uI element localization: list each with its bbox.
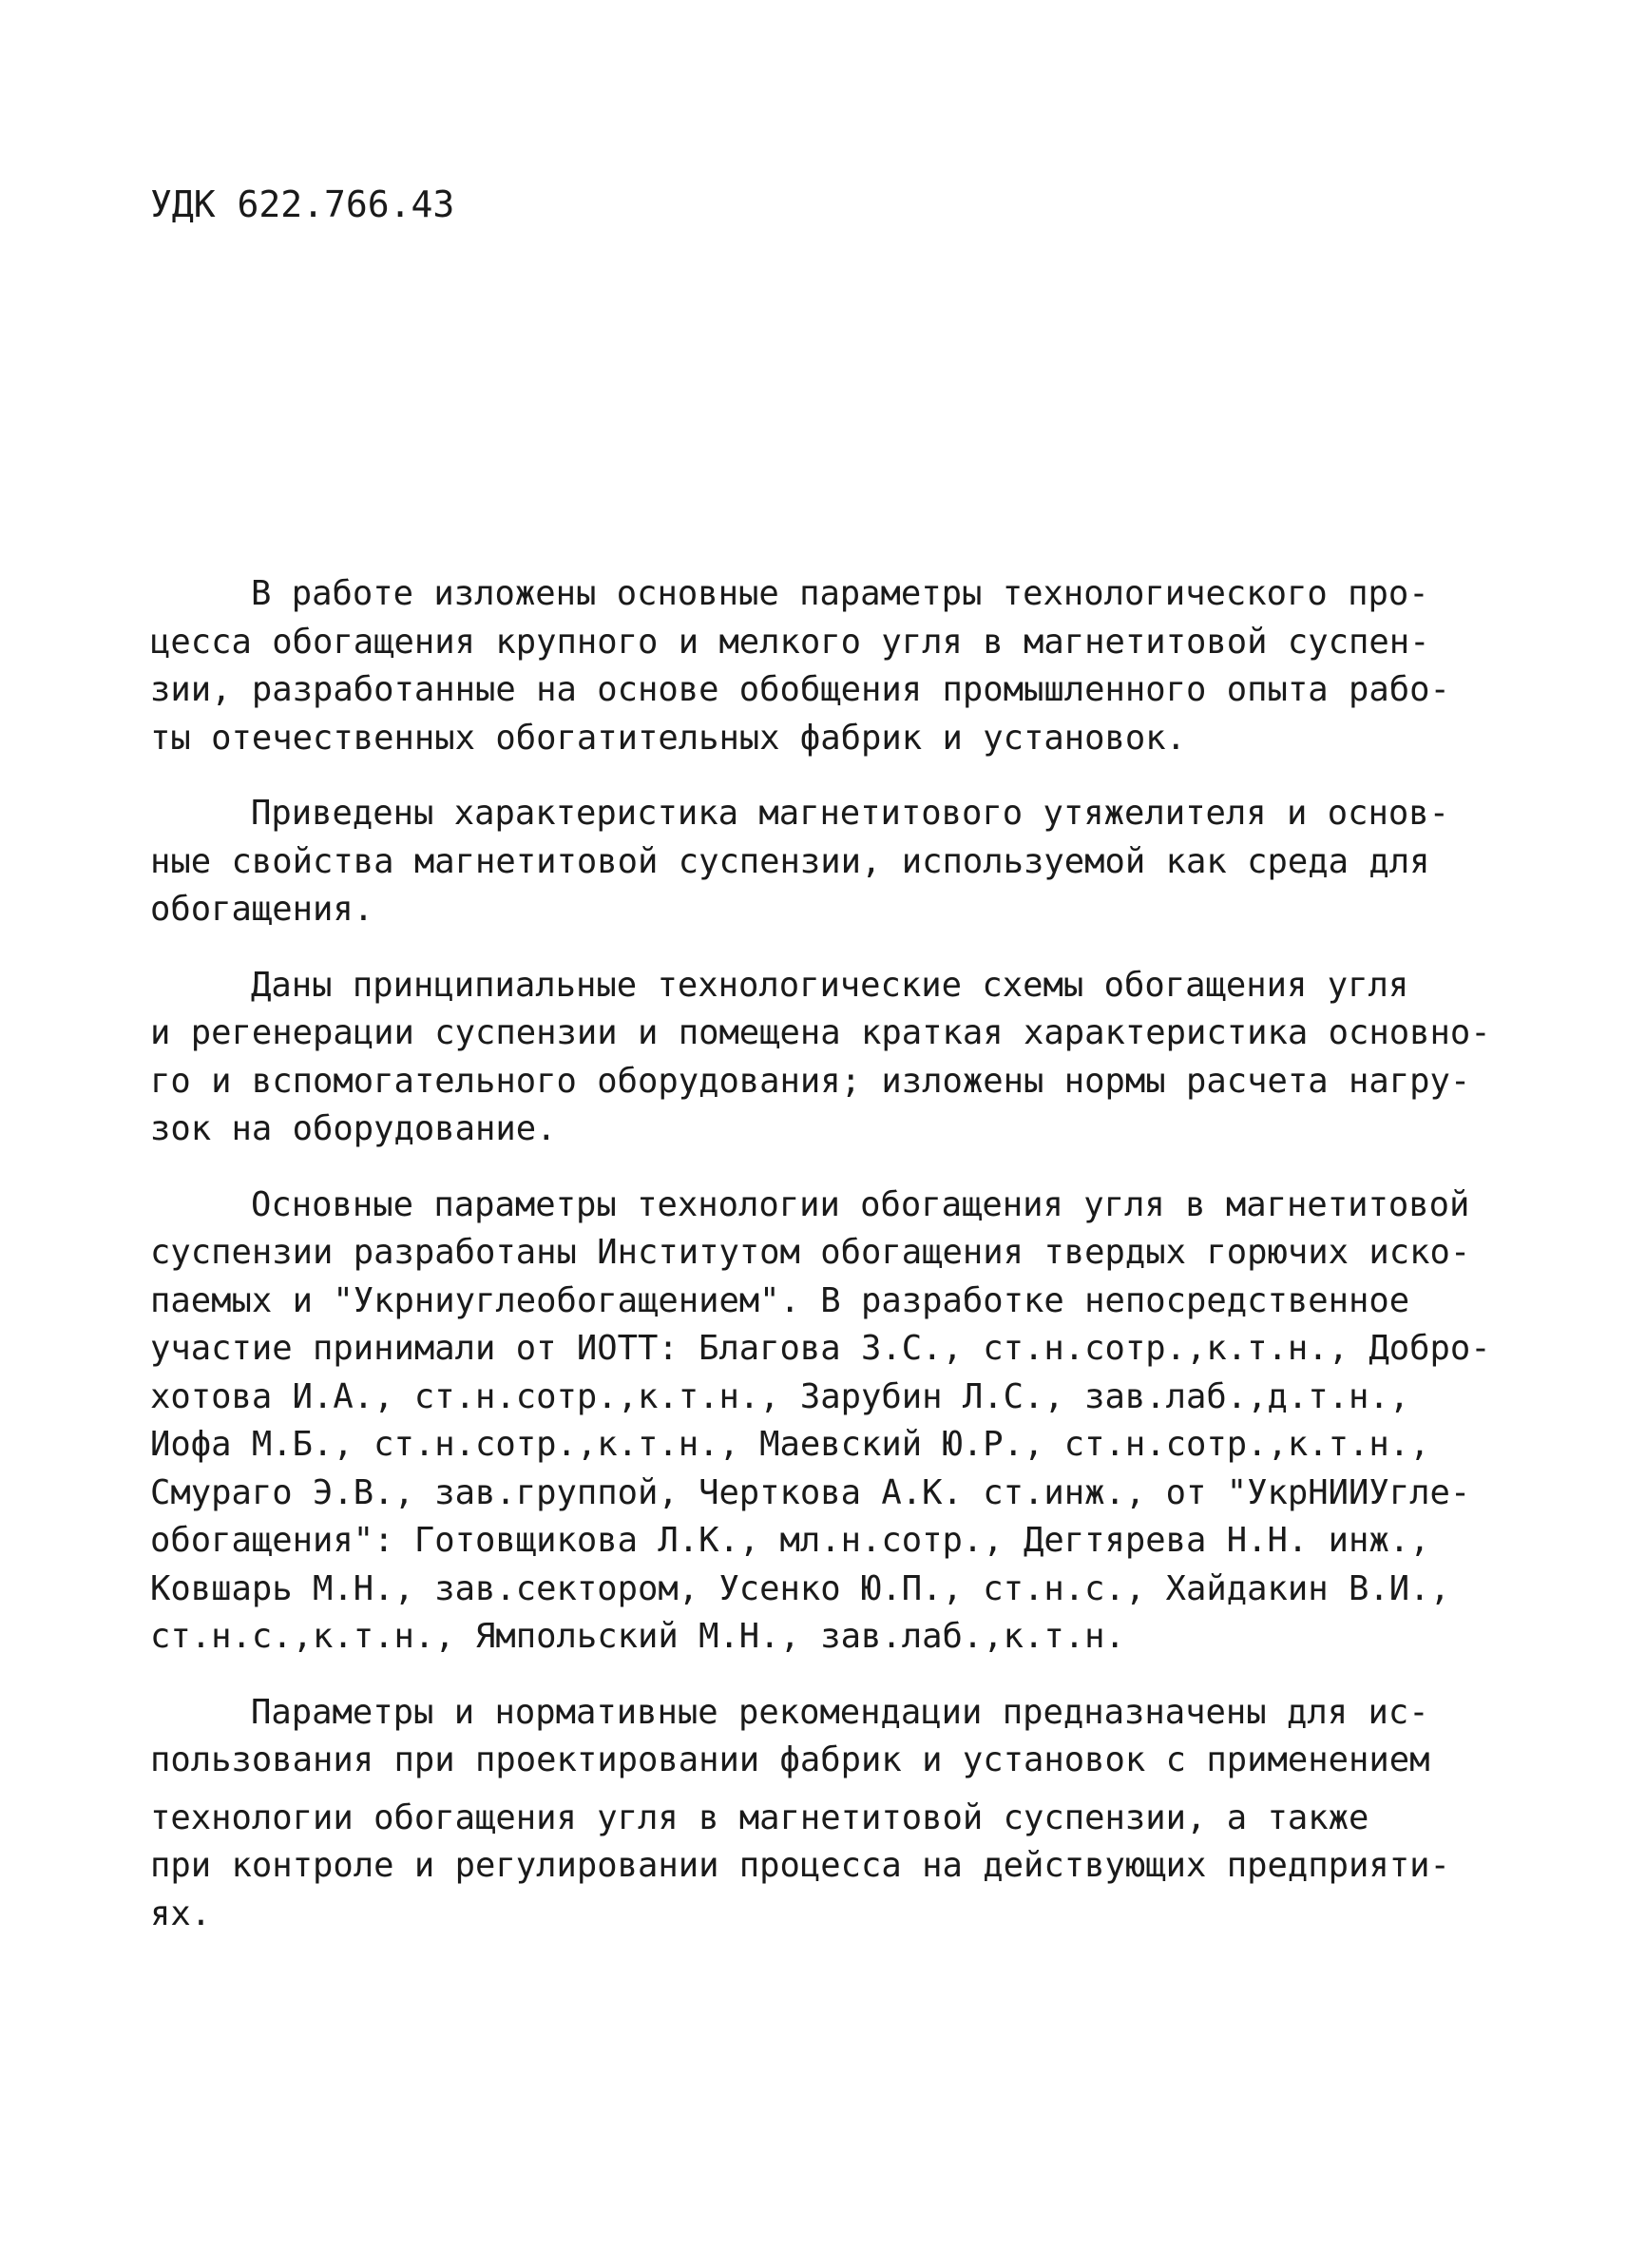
document-body (150, 570, 1491, 1966)
text-line: и регенерации суспензии и помещена краткая характеристика основно- (150, 1013, 1491, 1052)
text-line: В работе изложены основные параметры технологического про- (251, 574, 1429, 613)
text-line: обогащения. (150, 890, 374, 929)
text-line: Основные параметры технологии обогащения угля в магнетитовой (251, 1184, 1470, 1224)
text-line: технологии обогащения угля в магнетитовой суспензии, а также (150, 1797, 1369, 1837)
text-line: Иофа М.Б., ст.н.сотр.,к.т.н., Маевский Ю.Р., ст.н.сотр.,к.т.н., (150, 1425, 1430, 1464)
text-line: Смураго Э.В., зав.группой, Черткова А.К. ст.инж., от "УкрНИИУгле- (150, 1472, 1471, 1512)
paragraph-purpose (150, 1689, 1481, 1939)
text-line: Приведены характеристика магнетитового утяжелителя и основ- (251, 794, 1449, 833)
text-line: паемых и "Укрниуглеобогащением". В разработке непосредственное (150, 1280, 1410, 1320)
text-line: ные свойства магнетитовой суспензии, используемой как среда для (150, 841, 1430, 881)
paragraph-summary (150, 570, 1481, 762)
text-line: обогащения": Готовщикова Л.К., мл.н.сотр., Дегтярева Н.Н. инж., (150, 1521, 1430, 1560)
text-line: суспензии разработаны Институтом обогащения твердых горючих иско- (150, 1233, 1471, 1272)
text-line: зии, разработанные на основе обобщения промышленного опыта рабо- (150, 670, 1450, 709)
text-line: участие принимали от ИОТТ: Благова З.С., ст.н.сотр.,к.т.н., Добро- (150, 1329, 1491, 1368)
udk-code: УДК 622.766.43 (150, 183, 455, 225)
text-line: Даны принципиальные технологические схемы обогащения угля (251, 965, 1409, 1005)
text-line: ты отечественных обогатительных фабрик и установок. (150, 718, 1187, 758)
text-line: пользования при проектировании фабрик и установок с применением (150, 1740, 1430, 1779)
paragraph-characteristics (150, 790, 1481, 934)
text-line: хотова И.А., ст.н.сотр.,к.т.н., Зарубин Л.С., зав.лаб.,д.т.н., (150, 1376, 1410, 1416)
text-line: цесса обогащения крупного и мелкого угля в магнетитовой суспен- (150, 622, 1430, 662)
text-line: ст.н.с.,к.т.н., Ямпольский М.Н., зав.лаб.,к.т.н. (150, 1617, 1125, 1656)
text-line: при контроле и регулировании процесса на действующих предприяти- (150, 1846, 1450, 1885)
text-line: го и вспомогательного оборудования; изложены нормы расчета нагру- (150, 1061, 1471, 1101)
paragraph-schemes (150, 962, 1491, 1154)
paragraph-authors (150, 1182, 1491, 1662)
text-line: Ковшарь М.Н., зав.сектором, Усенко Ю.П., ст.н.с., Хайдакин В.И., (150, 1568, 1450, 1608)
text-line: Параметры и нормативные рекомендации предназначены для ис- (251, 1692, 1429, 1732)
text-line: зок на оборудование. (150, 1109, 557, 1148)
text-line: ях. (150, 1893, 212, 1933)
